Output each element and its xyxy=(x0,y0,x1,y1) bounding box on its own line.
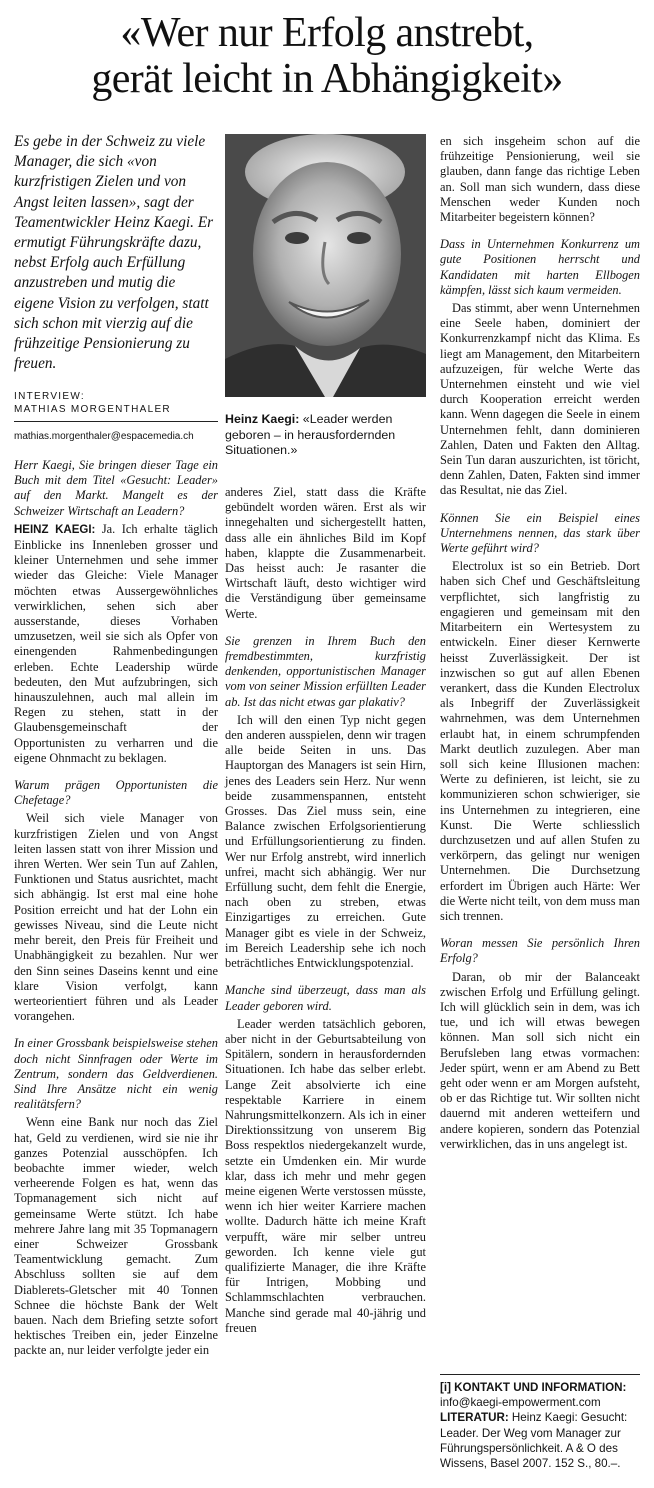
author-credit xyxy=(14,391,218,416)
question: Woran messen Sie persönlich Ihren Erfolg? xyxy=(440,936,640,966)
photo-caption xyxy=(225,412,426,459)
answer-paragraph: en sich insgeheim schon auf die frühzeitige Pensionierung, weil sie glauben, dann fange das richtige Leben an. Soll man sich wundern, dass diese Menschen weder Kunden noch Mitarbeiter begeistern können? xyxy=(440,134,640,225)
headline-line-2: gerät leicht in Abhängigkeit» xyxy=(91,56,563,102)
answer-paragraph xyxy=(14,522,218,766)
answer-paragraph: Das stimmt, aber wenn Unternehmen eine Seele haben, dominiert der Konkurrenzkampf nicht das Klima. Es liegt am Management, den Mitarbeitern aufzuzeigen, für welche Werte das Unternehmen einsteht und wie viel durch Kooperation erreicht werden kann. Wenn dagegen die Seele in einem Unternehmen fehlt, dann dominieren Zahlen, Daten und Fakten den Alltag. Sein Tun daran auszurichten, ist töricht, denn Zahlen, Daten, Fakten sind immer das Resultat, nie das Ziel. xyxy=(440,301,640,498)
headline xyxy=(0,10,654,102)
portrait-photo xyxy=(225,134,426,397)
answer-paragraph: Ich will den einen Typ nicht gegen den anderen ausspielen, denn wir tragen alle beide Seiten in uns. Das Hauptorgan des Managers ist sein Hirn, jenes des Leaders sein Herz. Nur wenn beide zusammenspannen, entsteht Grosses. Das Ziel muss sein, eine Balance zwischen Erfolgsorientierung und Erfüllungsorientierung zu finden. Wer nur Erfolg anstrebt, wird innerlich unfrei, macht sich abhängig. Wer nur Erfüllung sucht, dem fehlt die Energie, nach oben zu streben, etwas Einzigartiges zu erreichen. Gute Manager gibt es viele in der Schweiz, im Bereich Leadership sehe ich noch beträchtliches Entwicklungspotenzial. xyxy=(225,712,426,971)
article-column-1 xyxy=(14,458,218,1359)
intro-lead: Es gebe in der Schweiz zu viele Manager, die sich «von kurzfristigen Zielen und von Angst leiten lassen», sagt der Teamentwickler Heinz Kaegi. Er ermutigt Führungskräfte dazu, nebst Erfolg auch Erfüllung anzustreben und mutig die eigene Vision zu verfolgen, statt sich schon mit vierzig auf die frühzeitige Pensionierung zu freuen. xyxy=(14,133,214,373)
answer-paragraph: Electrolux ist so ein Betrieb. Dort haben sich Chef und Geschäftsleitung verpflichtet, sich langfristig zu engagieren und gemeinsam mit den Mitarbeitern ein Wertesystem zu entwickeln. Einer dieser Kernwerte heisst Zuverlässigkeit. Der ist inzwischen so gut auf allen Ebenen verankert, dass die Kunden Electrolux als Inbegriff der Zuverlässigkeit wahrnehmen, was dem Unternehmen erlaubt hat, in einem schrumpfenden Markt deutlich zuzulegen. Aber man soll sich keine Illusionen machen: Werte zu definieren, ist leicht, sie zu kommunizieren schon schwieriger, sie ins Unternehmen zu integrieren, eine Kunst. Die Werte schliesslich durchzusetzen und auf allen Stufen zu verkörpern, das gelingt nur wenigen Unternehmen. Die Durchsetzung erfordert im Übrigen auch Härte: Wer die Werte nicht teilt, von dem muss man sich trennen. xyxy=(440,559,640,923)
article-column-2 xyxy=(225,485,426,1336)
question: Können Sie ein Beispiel eines Unternehmens nennen, das stark über Werte geführt wird? xyxy=(440,510,640,556)
caption-text: «Leader werden geboren – in herausfordernden Situationen.» xyxy=(225,412,396,457)
portrait-illustration xyxy=(225,134,426,397)
question: Warum prägen Opportunisten die Chefetage? xyxy=(14,778,218,808)
headline-line-1: «Wer nur Erfolg anstrebt, xyxy=(120,10,534,56)
answer-paragraph: anderes Ziel, statt dass die Kräfte gebündelt worden wären. Erst als wir innegehalten und sichergestellt hatten, dass alle ein ähnliches Bild im Kopf haben, klappte die Zusammenarbeit. Das heisst auch: Je rasanter die Wirtschaft läuft, desto wichtiger wird die Verständigung über gemeinsame Werte. xyxy=(225,485,426,621)
answer-paragraph: Wenn eine Bank nur noch das Ziel hat, Geld zu verdienen, wird sie nie ihr ganzes Potenzial ausschöpfen. Ich beobachte immer wieder, welch verheerende Folgen es hat, wenn das Topmanagement sich nicht auf gemeinsame Werte stützt. Ich habe mehrere Jahre lang mit 35 Topmanagern einer Schweizer Grossbank Teamentwicklung gemacht. Zum Abschluss sollten sie auf dem Diablerets-Gletscher mit 40 Tonnen Schnee die höchste Bank der Welt bauen. Nach dem Briefing setzte sofort hektisches Treiben ein, jeder Einzelne packte an, nur leider verfolgte jeder ein xyxy=(14,1115,218,1358)
answer-paragraph: Weil sich viele Manager von kurzfristigen Zielen und von Angst leiten lassen statt von ihrer Mission und ihren Werten. Wer sein Tun auf Zahlen, Funktionen und Status ausrichtet, macht sich abhängig. Ist erst mal eine hohe Position erreicht und hat der Lohn ein gewisses Niveau, sind die Leute nicht mehr bereit, den Preis für Freiheit und Unabhängigkeit zu bezahlen. Nur wer den Sinn seines Daseins kennt und eine klare Vision verfolgt, kann werteorientiert führen und als Leader vorangehen. xyxy=(14,811,218,1024)
question: In einer Grossbank beispielsweise stehen doch nicht Sinnfragen oder Werte im Zentrum, sondern das Geldverdienen. Sind Ihre Ansätze nicht ein wenig realitätsfern? xyxy=(14,1036,218,1112)
credit-label: INTERVIEW: xyxy=(14,391,85,402)
speaker-label: HEINZ KAEGI: xyxy=(14,523,96,536)
info-heading xyxy=(440,1380,640,1395)
article-column-3 xyxy=(440,134,640,1152)
author-email[interactable]: mathias.morgenthaler@espacemedia.ch xyxy=(14,431,194,442)
info-email[interactable]: info@kaegi-empowerment.com xyxy=(440,1396,601,1410)
question: Sie grenzen in Ihrem Buch den fremdbestimmten, kurzfristig denkenden, opportunistischen Manager vom von seiner Mission erfüllten Leader ab. Ist das nicht etwas gar plakativ? xyxy=(225,633,426,709)
credit-rule xyxy=(14,421,218,422)
question: Dass in Unternehmen Konkurrenz um gute Positionen herrscht und Kandidaten mit harten Ellbogen kämpfen, lässt sich kaum vermeiden. xyxy=(440,237,640,297)
literature-text: Heinz Kaegi: Gesucht: Leader. Der Weg vom Manager zur Führungspersönlichkeit. A & O des Wissens, Basel 2007. 152 S., 80.–. xyxy=(440,1411,628,1471)
literature-label: LITERATUR: xyxy=(440,1411,509,1425)
info-icon: [i] xyxy=(440,1381,451,1394)
literature xyxy=(440,1410,640,1471)
answer-paragraph: Leader werden tatsächlich geboren, aber nicht in der Geburtsabteilung von Spitälern, sondern in herausfordernden Situationen. Ich habe das selber erlebt. Lange Zeit absolvierte ich eine respektable Karriere in einem Nahrungsmittelkonzern. Als ich in einer Direktionssitzung von unserem Big Boss respektlos niedergekanzelt wurde, setzte ein Umdenken ein. Mir wurde klar, dass ich mehr und mehr gegen meine eigenen Werte verstossen müsste, wenn ich hier weiter Karriere machen wollte. Dadurch hätte ich meine Kraft verpufft, wäre mir selber untreu geworden. Ich kenne viele gut qualifizierte Manager, die ihre Kräfte für Intrigen, Mobbing und Schlammschlachten verbrauchen. Manche sind gerade mal 40-jährig und freuen xyxy=(225,1016,426,1335)
info-box-rule xyxy=(440,1374,640,1375)
question: Herr Kaegi, Sie bringen dieser Tage ein Buch mit dem Titel «Gesucht: Leader» auf den Markt. Mangelt es der Schweizer Wirtschaft an Leadern? xyxy=(14,458,218,518)
answer-paragraph: Daran, ob mir der Balanceakt zwischen Erfolg und Erfüllung gelingt. Ich will glücklich sein in dem, was ich tue, und ich will etwas bewegen können. Man soll sich nicht ein Berufsleben lang etwas vormachen: Jeder spürt, wenn er am Abend zu Bett geht oder wenn er am Morgen aufsteht, ob er das Richtige tut. Wir sollten nicht dauernd mit anderen wetteifern und andere kopieren, sondern das Potenzial verwirklichen, das in uns angelegt ist. xyxy=(440,969,640,1151)
credit-name: MATHIAS MORGENTHALER xyxy=(14,403,171,415)
caption-name: Heinz Kaegi: xyxy=(225,412,300,426)
question: Manche sind überzeugt, dass man als Leader geboren wird. xyxy=(225,983,426,1013)
info-box xyxy=(440,1380,640,1471)
answer-text: Ja. Ich erhalte täglich Einblicke ins Innenleben grosser und kleiner Unternehmen und sehe immer wieder das Gleiche: Viele Manager möchten etwas Aussergewöhnliches verwirklichen, sehen sich aber ausserstande, dieses Vorhaben umzusetzen, weil sie sich als Opfer von einengenden Rahmenbedingungen erleben. Echte Leadership würde bedeuten, den Mut aufzubringen, sich hinauszulehnen, auch mal allein im Regen zu stehen, statt in der Glaubensgemeinschaft der Opportunisten zu verharren und die eigene Ohnmacht zu beklagen. xyxy=(14,521,218,765)
info-label: KONTAKT UND INFORMATION: xyxy=(450,1381,627,1394)
